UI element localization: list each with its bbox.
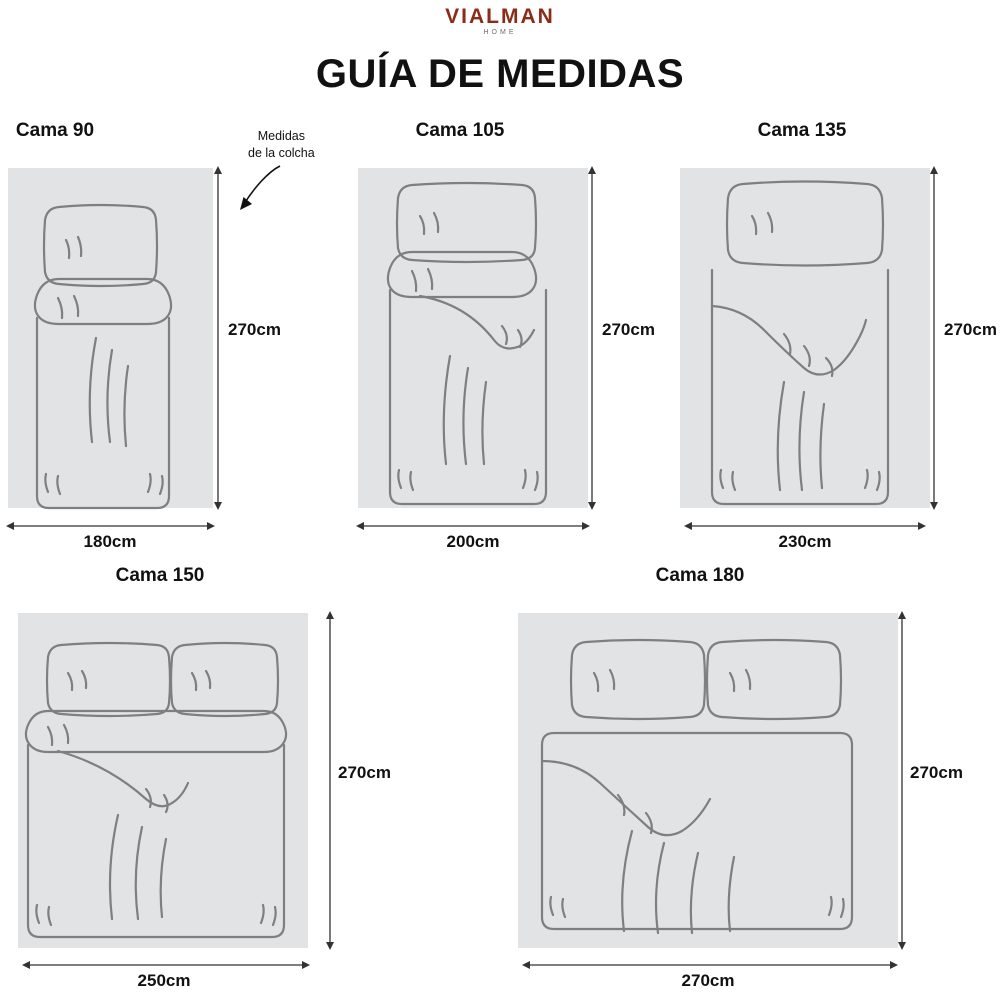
dimension-label-width-cama-150: 250cm bbox=[137, 971, 191, 990]
dimension-label-width-cama-90: 180cm bbox=[83, 532, 137, 551]
bed-title-cama-150: Cama 150 bbox=[115, 565, 205, 586]
dimension-label-height-cama-135: 270cm bbox=[944, 320, 997, 339]
bed-title-cama-180: Cama 180 bbox=[655, 565, 745, 586]
dimension-label-height-cama-90: 270cm bbox=[228, 320, 281, 339]
dimension-horizontal-cama-180 bbox=[500, 565, 1000, 995]
bed-card-cama-150 bbox=[0, 565, 420, 995]
dimension-label-width-cama-180: 270cm bbox=[681, 971, 735, 990]
dimension-label-width-cama-105: 200cm bbox=[446, 532, 500, 551]
bed-card-cama-90 bbox=[0, 120, 320, 560]
measure-note-line2: de la colcha bbox=[248, 145, 315, 160]
bed-title-cama-135: Cama 135 bbox=[757, 120, 847, 141]
bed-card-cama-180 bbox=[500, 565, 1000, 995]
dimension-label-width-cama-135: 230cm bbox=[778, 532, 832, 551]
brand-logo bbox=[0, 6, 1000, 36]
bed-card-cama-105 bbox=[350, 120, 670, 560]
brand-subtitle: HOME bbox=[483, 29, 517, 36]
dimension-horizontal-cama-105 bbox=[350, 120, 670, 560]
dimension-label-height-cama-105: 270cm bbox=[602, 320, 655, 339]
dimension-label-height-cama-150: 270cm bbox=[338, 763, 391, 782]
page-title: GUÍA DE MEDIDAS bbox=[315, 52, 685, 96]
bed-title-cama-90: Cama 90 bbox=[15, 120, 95, 141]
dimension-label-height-cama-180: 270cm bbox=[910, 763, 963, 782]
bed-title-cama-105: Cama 105 bbox=[415, 120, 505, 141]
brand-name: VIALMAN bbox=[445, 5, 555, 28]
dimension-horizontal-cama-135 bbox=[672, 120, 1000, 560]
bed-card-cama-135 bbox=[672, 120, 1000, 560]
dimension-horizontal-cama-90 bbox=[0, 120, 320, 560]
measure-note-line1: Medidas bbox=[257, 129, 305, 143]
dimension-horizontal-cama-150 bbox=[0, 565, 420, 995]
